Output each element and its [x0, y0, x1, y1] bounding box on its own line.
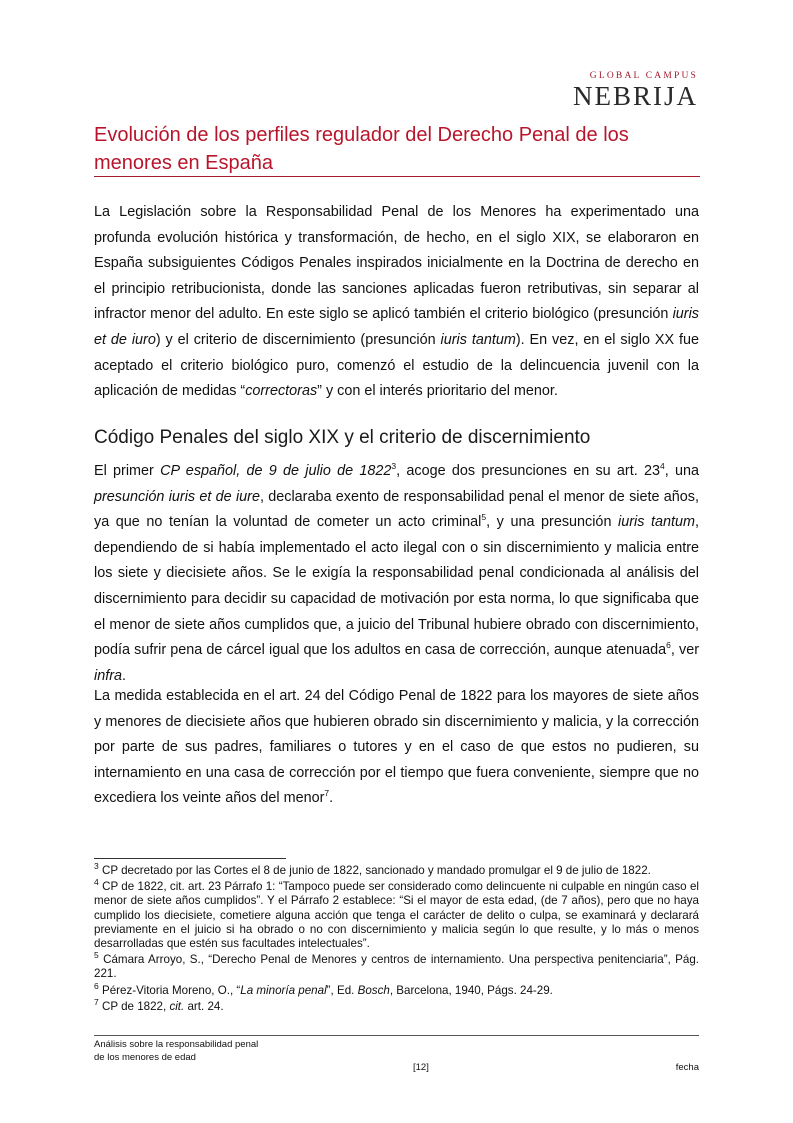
footer-rule	[94, 1035, 699, 1036]
footnote-separator	[94, 858, 286, 859]
cp-1822-paragraph: El primer CP español, de 9 de julio de 1822$^3$, acoge dos presunciones en su art. $23^4$, una presunción iuris et de iure, declaraba exento de responsabilidad penal el menor de siete años, ya que no tenían la voluntad de cometer un acto criminal$^5$, y una presunción iuris tantum, dependiendo de si había implementado el acto ilegal con o sin discernimiento y malicia entre los siete y diecisiete años. Se le exigía la responsabilidad penal condicionada al análisis del discernimiento para decidir su capacidad de motivación por esta norma, lo que significaba que el menor de siete años cumplidos que, a juicio del Tribunal hubiere obrado con discernimiento, podía sufrir pena de cárcel igual que los adultos en casa de corrección, aunque atenuada$^6$, ver infra.	[94, 461, 699, 684]
footnote-4: $^4$ CP de 1822, cit. art. 23 Párrafo 1: “Tampoco puede ser considerado como delincuente ni culpable en ningún caso el menor de siete años cumplidos”. Y el Párrafo 2 establece: “Si el mayor de esta edad, (de 7 años), pero que no haya cumplido los diecisiete, cometiere alguna acción que tenga el carácter de delito o culpa, se examinará y declarará previamente en el juicio si ha obrado o no con discernimiento y malicia según lo que resulte, y lo más o menos desarrolladas que estén sus facultades intelectuales”.	[94, 877, 699, 951]
footnote-7: $^7$ CP de 1822, cit. art. 24.	[94, 996, 224, 1013]
footer-date: fecha	[675, 1062, 699, 1073]
art-24-paragraph: La medida establecida en el art. 24 del Código Penal de 1822 para los mayores de siete años y menores de diecisiete años que hubieren obrado sin discernimiento y malicia, y la corrección por parte de sus padres, familiares o tutores y en el caso de que estos no pudieren, su internamiento en una casa de corrección por el tiempo que fuera conveniente, siempre que no excediera los veinte años del menor$^7$.	[94, 688, 699, 807]
footnote-5: $^5$ Cámara Arroyo, S., “Derecho Penal de Menores y centros de internamiento. Una perspectiva penitenciaria”, Pág. 221.	[94, 950, 699, 981]
intro-paragraph: La Legislación sobre la Responsabilidad Penal de los Menores ha experimentado una profunda evolución histórica y transformación, de hecho, en el siglo XIX, se elaboraron en España subsiguientes Códigos Penales inspirados inicialmente en la Doctrina de derecho en el principio retribucionista, donde las sanciones aplicadas fueron retributivas, sin separar al infractor menor del adulto. En este siglo se aplicó también el criterio biológico (presunción iuris et de iuro) y el criterio de discernimiento (presunción iuris tantum). En vez, en el siglo XX fue aceptado el criterio biológico puro, comenzó el estudio de la delincuencia juvenil con la aplicación de medidas “correctoras” y con el interés prioritario del menor.	[94, 204, 699, 400]
footnote-ref-5[interactable]: 5	[481, 512, 487, 523]
footnote-ref-6[interactable]: 6	[666, 640, 671, 651]
nebrija-logo	[573, 71, 698, 110]
footnote-ref-7[interactable]: 7	[324, 788, 330, 799]
footnotes	[94, 861, 699, 1016]
footnote-3: $^3$ CP decretado por las Cortes el 8 de junio de 1822, sancionado y mandado promulgar el 9 de julio de 1822.	[94, 861, 651, 877]
page-title: Evolución de los perfiles regulador del Derecho Penal de los menores en España	[94, 124, 629, 174]
logo-subtitle: GLOBAL CAMPUS	[589, 71, 698, 81]
logo-wordmark: NEBRIJA	[572, 81, 698, 111]
title-underline	[94, 176, 700, 177]
section-heading: Código Penales del siglo XIX y el criterio de discernimiento	[94, 427, 591, 448]
page-number: [12]	[413, 1062, 429, 1073]
footer-document-title: Análisis sobre la responsabilidad penal de los menores de edad	[94, 1039, 259, 1063]
footnote-ref-3[interactable]: 3	[391, 461, 397, 472]
footnote-ref-4[interactable]: 4	[659, 461, 665, 472]
footnote-6: $^6$ Pérez-Vitoria Moreno, O., “La minoría penal”, Ed. Bosch, Barcelona, 1940, Págs. 24-29.	[94, 980, 553, 997]
